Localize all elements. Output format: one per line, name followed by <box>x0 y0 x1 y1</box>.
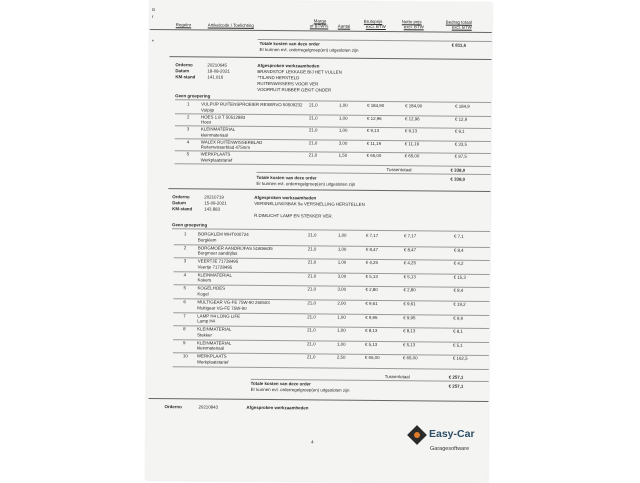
item-m: 21,0 <box>307 300 316 306</box>
item-code: KLEINMATERIAL <box>197 272 232 278</box>
item-net: € 65,00 <box>404 153 420 159</box>
col-artikelcode: Artikelcode / Toelichting <box>207 22 254 28</box>
item-q: 2,00 <box>337 300 346 306</box>
item-t: € 19,2 <box>453 301 466 307</box>
order2-total-label: Totale kosten van deze order <box>250 380 311 387</box>
item-b: € 65,00 <box>364 355 380 361</box>
item-b: € 9,13 <box>366 128 380 134</box>
item-t: € 12,9 <box>454 116 468 122</box>
item-net: € 7,17 <box>403 233 417 239</box>
item-sub: Hoes <box>200 119 212 125</box>
item-code: VULPIJP RUITENSPROEIER RESERVO 50509232 <box>201 101 303 108</box>
item-q: 1,50 <box>338 153 348 159</box>
order1-work-line: RUITENWISSERS VOOR VER <box>257 80 319 87</box>
item-sub: Ruitenwisserblad 475mm <box>200 144 251 151</box>
item-net: € 2,80 <box>403 287 416 293</box>
item-t: € 162,5 <box>452 356 468 362</box>
item-net: € 8,13 <box>403 328 416 334</box>
item-net: € 9,95 <box>403 314 416 320</box>
item-code: KLEINMATERIAL <box>197 326 232 332</box>
col-netto-1: Netto prijs <box>401 19 422 25</box>
order3-work-title: Afgesproken werkzaamheden <box>246 404 309 411</box>
item-m: 21,0 <box>307 232 317 238</box>
item-m: 21,0 <box>307 327 316 333</box>
order1-orderno-label: Orderno <box>175 62 193 68</box>
item-q: 1,00 <box>338 115 348 121</box>
order1-total-note: Er kunnen evt. orderregelgroep(en) uitgesloten zijn <box>256 180 356 187</box>
item-t: € 8,1 <box>453 328 463 334</box>
item-sub: Werkplaatstarief <box>200 157 233 163</box>
select-col-marker-2: r <box>151 14 154 20</box>
item-m: 21,0 <box>308 140 318 146</box>
item-q: 1,00 <box>337 232 347 238</box>
item-n: 6 <box>183 299 186 305</box>
item-t: € 9,1 <box>454 128 465 134</box>
item-n: 2 <box>183 244 187 250</box>
item-q: 2,50 <box>336 355 346 361</box>
order2-orderno: 20210719 <box>204 194 224 200</box>
col-regelnr: Regelnr <box>175 22 192 28</box>
order1-orderno: 20210645 <box>207 62 228 68</box>
item-net: € 12,96 <box>404 115 420 121</box>
item-q: 1,00 <box>336 341 346 347</box>
item-m: 21,0 <box>308 152 318 158</box>
item-sub: Borgklem <box>197 236 217 243</box>
item-code: BORGKLEM WHT000724 <box>197 231 249 237</box>
col-netto-2: excl. BTW <box>403 24 424 30</box>
item-q: 1,00 <box>337 327 346 333</box>
item-m: 21,0 <box>307 286 317 292</box>
col-aantal: Aantal <box>337 23 351 29</box>
order3-orderno-label: Orderno <box>164 404 182 410</box>
item-n: 4 <box>183 272 187 278</box>
item-m: 21,0 <box>308 114 318 121</box>
item-sub: Veertje 71728495 <box>197 264 233 270</box>
order1-km-label: KM-stand <box>175 74 196 80</box>
order1-date: 18-08-2021 <box>207 68 230 74</box>
item-n: 3 <box>186 126 190 132</box>
item-code: HOES 1.8 T 50512883 <box>200 114 246 120</box>
item-b: € 8,47 <box>365 246 379 252</box>
col-bedrag-1: Bedrag totaal <box>445 19 472 25</box>
item-b: € 2,80 <box>365 287 378 293</box>
item-b: € 5,13 <box>365 273 378 279</box>
item-m: 21,0 <box>307 245 317 252</box>
item-sub: Werkplaatstarief <box>196 359 229 365</box>
item-net: € 184,90 <box>405 103 423 109</box>
item-net: € 5,13 <box>403 274 416 280</box>
order1-date-label: Datum <box>175 68 190 74</box>
item-sub: Lamp H4 <box>197 318 216 324</box>
item-n: 7 <box>183 312 186 318</box>
item-b: € 11,19 <box>366 140 382 146</box>
ant-icon <box>414 432 420 438</box>
item-net: € 11,19 <box>404 141 420 147</box>
expand-toggle[interactable]: + <box>151 38 155 44</box>
item-b: € 65,00 <box>366 153 382 159</box>
order2-work-title: Afgesproken werkzaamheden <box>254 194 317 201</box>
order1-work-line: BRANDSTOF LEKKAGE BIJ HET VULLEN <box>257 68 342 75</box>
item-b: € 5,13 <box>364 341 378 347</box>
item-code: LAMP H4 LONG LIFE <box>197 313 241 319</box>
order2-orderno-label: Orderno <box>172 194 190 200</box>
order2-km: 143.883 <box>204 206 221 212</box>
item-b: € 9,95 <box>365 314 378 320</box>
order2-subtotal-label: Tussentotaal <box>384 374 410 380</box>
item-t: € 8,4 <box>453 247 464 253</box>
order1-total: € 338,0 <box>450 176 466 182</box>
order2-total-note: Er kunnen evt. orderregelgroep(en) uitgesloten zijn <box>250 386 350 393</box>
col-bruto-1: Brutoprijs <box>363 18 383 25</box>
col-marge-2: of BTW% <box>309 23 329 29</box>
item-b: € 12,96 <box>366 115 382 121</box>
order2-subtotal: € 257,1 <box>448 374 464 380</box>
item-code: KLEINMATERIAL <box>200 126 236 132</box>
item-b: € 9,61 <box>365 300 378 306</box>
order2-total: € 257,1 <box>448 383 464 389</box>
item-n: 9 <box>182 340 186 346</box>
item-code: BORGMOER AANDRIJFAS 51806635 <box>197 245 273 251</box>
item-t: € 9,9 <box>453 315 464 321</box>
item-t: € 15,3 <box>453 274 466 280</box>
item-n: 1 <box>187 101 190 107</box>
order1-subtotal: € 338,0 <box>450 167 466 173</box>
item-m: 21,0 <box>307 273 317 279</box>
order2-work-line: VERSNELLINGSBAK 5e VERSNELLING HERSTELLEN <box>254 200 365 207</box>
item-q: 1,00 <box>339 102 348 108</box>
order-total-value: € 811,6 <box>451 42 467 48</box>
order1-work-line: VOORRUIT RUBBER GEKIT ONDER <box>257 86 332 93</box>
item-sub: Borgmoer aandrijfas <box>197 250 238 256</box>
order2-date-label: Datum <box>172 200 186 206</box>
item-n: 5 <box>183 285 186 291</box>
item-n: 3 <box>183 258 187 264</box>
item-t: € 33,5 <box>454 141 467 147</box>
item-t: € 97,5 <box>454 154 467 160</box>
item-t: € 4,2 <box>453 260 464 266</box>
order1-group: Geen groepering <box>175 93 211 99</box>
col-bruto-2: excl. BTW <box>365 23 386 30</box>
logo-name: Easy-Car <box>429 428 475 440</box>
item-net: € 9,13 <box>404 128 418 134</box>
item-n: 8 <box>183 326 186 332</box>
order-total-label: Totale kosten van deze order <box>259 40 320 47</box>
order2-group: Geen groepering <box>172 222 208 228</box>
item-net: € 65,00 <box>402 355 418 361</box>
item-q: 3,00 <box>337 287 347 293</box>
order1-total-label: Totale kosten van deze order <box>256 174 317 181</box>
item-sub: kleinmateriaal <box>200 132 228 138</box>
item-m: 21,0 <box>307 313 316 320</box>
item-sub: Vulpijp <box>201 106 215 113</box>
item-t: € 8,4 <box>453 288 464 294</box>
item-sub: Kokers <box>197 277 212 283</box>
item-q: 1,00 <box>337 246 347 252</box>
item-code: WALEX RUITENWISSERBLAD <box>200 139 263 145</box>
item-n: 2 <box>186 113 190 119</box>
item-q: 3,00 <box>337 273 347 279</box>
item-b: € 7,17 <box>365 232 379 239</box>
order3-orderno: 20210843 <box>198 404 219 410</box>
order2-km-label: KM-stand <box>172 206 193 212</box>
order2-work-line: R.DIMLICHT LAMP EN STEKKER VER. <box>254 212 333 219</box>
item-q: 1,00 <box>338 127 348 133</box>
item-t: € 184,9 <box>455 103 470 109</box>
item-net: € 9,61 <box>403 301 416 307</box>
item-net: € 8,47 <box>403 246 417 252</box>
item-n: 10 <box>182 353 188 359</box>
item-sub: kleinmateriaal <box>196 345 225 351</box>
col-bedrag-2: excl. BTW <box>451 24 472 30</box>
item-m: 21,0 <box>307 259 317 265</box>
item-b: € 8,13 <box>365 328 378 334</box>
order1-subtotal-label: Tussentotaal <box>386 167 412 173</box>
logo-tagline: Garagesoftware <box>430 446 470 452</box>
select-col-marker: G <box>151 7 156 13</box>
item-net: € 5,13 <box>402 342 416 348</box>
item-q: 3,00 <box>338 140 348 146</box>
item-sub: Multigear VG-FE 75W-90 <box>197 304 247 311</box>
order2-date: 15-09-2021 <box>204 200 227 206</box>
item-m: 21,0 <box>309 102 318 108</box>
item-m: 21,0 <box>306 354 316 360</box>
item-q: 1,00 <box>337 259 347 265</box>
order1-work-title: Afgesproken werkzaamheden <box>257 62 320 69</box>
invoice-page <box>146 0 492 483</box>
item-code: WERKPLAATS <box>196 353 227 360</box>
item-code: KLEINMATERIAL <box>196 340 232 346</box>
item-code: VEERTJE 71728495 <box>197 258 239 264</box>
item-sub: Kogel <box>197 291 209 297</box>
page-number: 4 <box>311 439 314 445</box>
item-m: 21,0 <box>306 341 316 347</box>
item-b: € 184,90 <box>367 102 385 109</box>
item-sub: Stekker <box>197 332 212 338</box>
order1-work-line: *TILAND HERSTELD <box>257 74 300 81</box>
item-t: € 7,1 <box>453 233 464 239</box>
item-n: 4 <box>186 139 190 145</box>
item-m: 21,0 <box>308 127 318 133</box>
order1-km: 141.016 <box>207 74 224 80</box>
item-q: 1,00 <box>337 314 346 320</box>
order-total-note: Er kunnen evt. orderregelgroep(en) uitgesloten zijn <box>259 46 359 53</box>
item-code: WERKPLAATS <box>200 151 231 158</box>
item-t: € 5,1 <box>452 342 463 348</box>
item-n: 5 <box>186 151 190 157</box>
item-net: € 4,25 <box>403 260 416 266</box>
item-code: KOGELHOES <box>197 285 226 292</box>
item-b: € 4,25 <box>365 260 378 266</box>
item-n: 1 <box>183 231 187 237</box>
item-code: MULTIGEAR VG-FE 75W-90 260503 <box>197 299 270 306</box>
col-marge-1: Marge <box>313 18 327 24</box>
